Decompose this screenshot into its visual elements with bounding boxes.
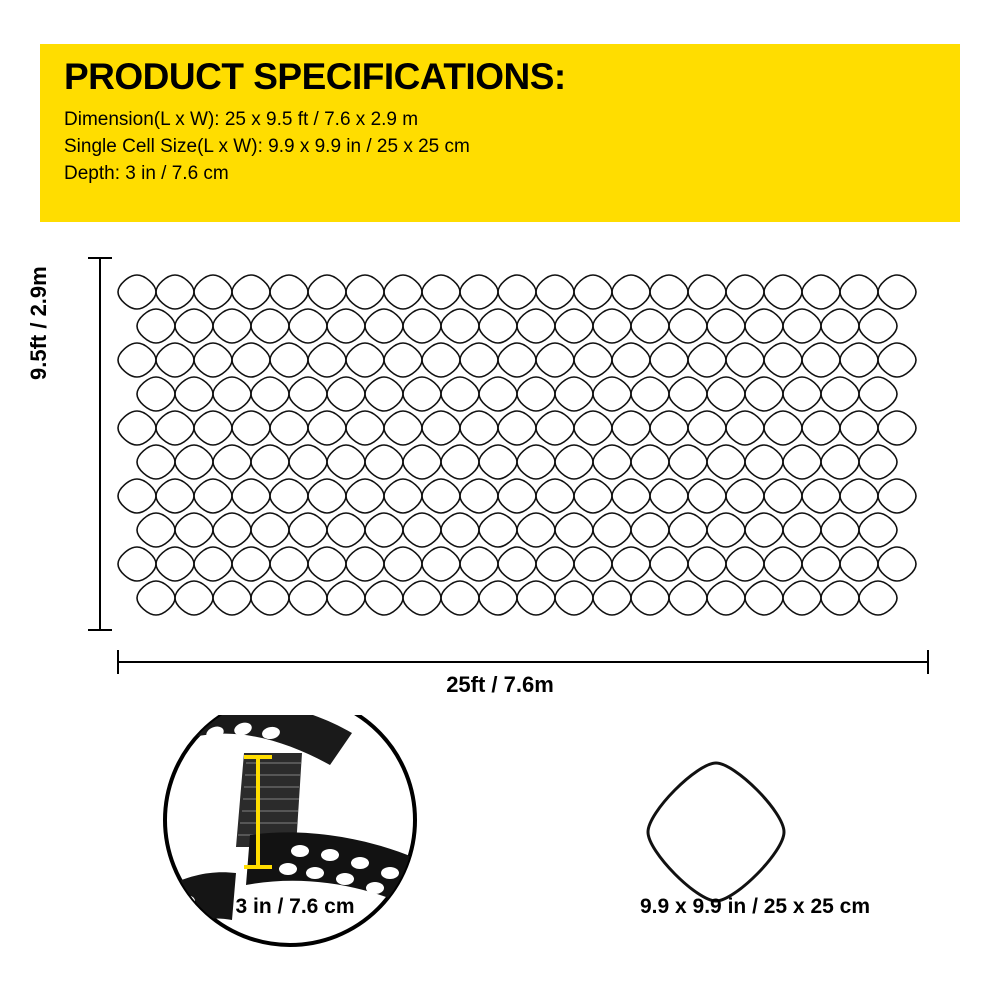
spec-line-depth: Depth: 3 in / 7.6 cm bbox=[64, 162, 229, 184]
detail-row bbox=[0, 715, 1000, 965]
height-dimension-line bbox=[88, 258, 112, 630]
spec-line-cell-size: Single Cell Size(L x W): 9.9 x 9.9 in / 25 x 25 cm bbox=[64, 135, 470, 157]
product-specifications-banner bbox=[40, 44, 960, 222]
page-title: PRODUCT SPECIFICATIONS: bbox=[64, 56, 566, 97]
width-dimension-line bbox=[118, 650, 928, 674]
depth-detail-caption: 3 in / 7.6 cm bbox=[235, 895, 355, 918]
spec-line-dimension: Dimension(L x W): 25 x 9.5 ft / 7.6 x 2.9 m bbox=[64, 108, 419, 130]
height-dimension-label: 9.5ft / 2.9m bbox=[26, 266, 51, 380]
net-mesh-illustration bbox=[0, 230, 1000, 710]
single-cell-outline bbox=[648, 763, 784, 901]
cell-size-caption: 9.9 x 9.9 in / 25 x 25 cm bbox=[640, 895, 870, 918]
width-dimension-label: 25ft / 7.6m bbox=[446, 672, 554, 697]
net-diagram bbox=[0, 230, 1000, 710]
detail-illustrations bbox=[0, 715, 1000, 965]
